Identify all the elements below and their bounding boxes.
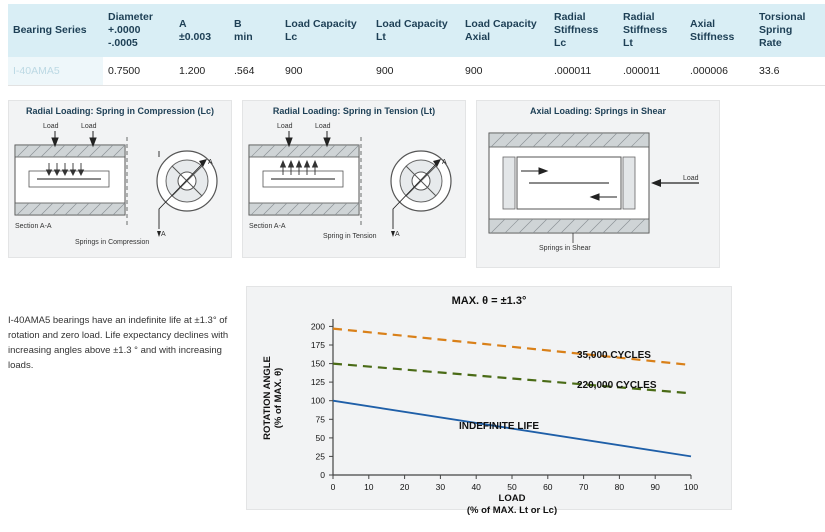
column-header-load-capacity-lt	[371, 4, 460, 57]
cell-axial-stiffness: .000006	[685, 57, 754, 86]
series-label-indefinite-life: INDEFINITE LIFE	[459, 421, 539, 433]
label-section: Section A-A	[249, 223, 286, 231]
cell-radial-stiffness-lc: .000011	[549, 57, 618, 86]
diagram-row	[8, 100, 742, 268]
diagram-shear-graphic	[477, 101, 719, 267]
xtick-10: 10	[364, 482, 374, 493]
header-text-line3: Lt	[623, 37, 633, 50]
header-text-line1: A	[179, 17, 187, 30]
header-text-line3: Lc	[554, 37, 567, 50]
cell-load-capacity-lc: 900	[280, 57, 371, 86]
diagram-title: Radial Loading: Spring in Compression (Lc)	[25, 106, 214, 117]
series-label-220000-cycles: 220,000 CYCLES	[577, 380, 657, 392]
table-body	[8, 57, 825, 86]
header-text-line1: Radial	[554, 11, 586, 23]
cell-a: 1.200	[174, 57, 229, 86]
life-expectancy-note: I-40AMA5 bearings have an indefinite life at ±1.3° of rotation and zero load. Life expectancy declines with increasing angles above ±1.3 ° and with increasing loads.	[8, 315, 229, 371]
ytick-25: 25	[315, 451, 325, 462]
header-text-line2: Stiffness	[690, 30, 735, 43]
ytick-0: 0	[320, 470, 325, 481]
header-text-line1: Torsional	[759, 11, 806, 23]
cell-torsional-spring-rate: 33.6	[754, 57, 825, 86]
series-label-35000-cycles: 35,000 CYCLES	[577, 350, 651, 362]
label-caption: Springs in Shear	[539, 245, 591, 253]
ytick-50: 50	[315, 433, 325, 444]
column-header-bearing-series	[8, 4, 103, 57]
cell-diameter: 0.7500	[103, 57, 174, 86]
column-header-diameter	[103, 4, 174, 57]
label-a-bottom: A	[395, 231, 400, 239]
load-vs-rotation-chart	[246, 286, 732, 517]
xtick-60: 60	[543, 482, 553, 493]
ytick-175: 175	[310, 340, 325, 351]
label-a-top: A	[208, 159, 213, 167]
header-text-line2: ±0.003	[179, 30, 212, 43]
label-load-right: Load	[683, 175, 699, 183]
diagram-title: Axial Loading: Springs in Shear	[529, 106, 667, 117]
ytick-75: 75	[315, 414, 325, 425]
ytick-125: 125	[310, 377, 325, 388]
header-text-line2: +.0000	[108, 24, 141, 37]
header-text-line2: min	[234, 30, 253, 43]
chart-ylabel	[262, 318, 284, 478]
bottom-row	[8, 286, 742, 517]
xtick-50: 50	[507, 482, 517, 493]
xtick-20: 20	[399, 482, 410, 493]
column-header-load-capacity-lc	[280, 4, 371, 57]
ytick-200: 200	[310, 321, 325, 332]
diagram-axial-shear	[476, 100, 720, 268]
chart-ylabel-line1: ROTATION ANGLE	[262, 356, 273, 441]
label-load-left: Load	[43, 123, 59, 131]
table-header	[8, 4, 825, 57]
ytick-150: 150	[310, 358, 325, 369]
diagram-title: Radial Loading: Spring in Tension (Lt)	[272, 106, 436, 117]
header-text: Bearing Series	[13, 24, 87, 37]
header-text-line2: Stiffness	[623, 24, 668, 37]
label-a-bottom: A	[161, 231, 166, 239]
xtick-100: 100	[683, 482, 699, 493]
label-caption: Spring in Tension	[323, 233, 377, 241]
cell-radial-stiffness-lt: .000011	[618, 57, 685, 86]
header-text-line1: Axial	[690, 17, 716, 30]
chart-xlabel-line2: (% of MAX. Lt or Lc)	[466, 505, 558, 517]
xtick-0: 0	[330, 482, 336, 493]
cell-b: .564	[229, 57, 280, 86]
specification-table	[8, 4, 825, 86]
xtick-80: 80	[614, 482, 625, 493]
header-text-line2: Stiffness	[554, 24, 599, 37]
column-header-radial-stiffness-lc	[549, 4, 618, 57]
label-load-right: Load	[315, 123, 331, 131]
header-text-line1: Diameter	[108, 11, 153, 23]
header-text-line2: Axial	[465, 30, 491, 43]
chart-title: MAX. θ = ±1.3°	[451, 295, 527, 308]
label-a-top: A	[442, 159, 447, 167]
table-row	[8, 57, 825, 86]
header-text-line1: Load Capacity	[285, 17, 357, 30]
header-text-line2: Spring	[759, 24, 793, 37]
diagram-radial-compression	[8, 100, 232, 258]
label-section: Section A-A	[15, 223, 52, 231]
header-text-line2: Lc	[285, 30, 298, 43]
diagram-radial-tension	[242, 100, 466, 258]
column-header-b	[229, 4, 280, 57]
label-caption: Springs in Compression	[75, 239, 150, 247]
chart-xlabel	[333, 493, 691, 517]
header-text-line1: B	[234, 17, 242, 30]
cell-load-capacity-lt: 900	[371, 57, 460, 86]
column-header-axial-stiffness	[685, 4, 754, 57]
xtick-30: 30	[435, 482, 446, 493]
cell-load-capacity-axial: 900	[460, 57, 549, 86]
cell-bearing-series: I-40AMA5	[8, 57, 103, 86]
chart-xlabel-line1: LOAD	[498, 493, 526, 505]
header-text-line3: Rate	[759, 37, 782, 50]
header-text-line1: Load Capacity	[465, 17, 537, 30]
header-text-line1: Load Capacity	[376, 17, 448, 30]
header-text-line2: Lt	[376, 30, 386, 43]
xtick-70: 70	[578, 482, 589, 493]
chart-graphic	[247, 287, 731, 509]
xtick-40: 40	[471, 482, 481, 493]
column-header-torsional-spring-rate	[754, 4, 825, 57]
header-text-line1: Radial	[623, 11, 655, 23]
header-text-line3: -.0005	[108, 37, 138, 50]
ytick-100: 100	[310, 396, 325, 407]
column-header-radial-stiffness-lt	[618, 4, 685, 57]
label-load-right: Load	[81, 123, 97, 131]
column-header-load-capacity-axial	[460, 4, 549, 57]
xtick-90: 90	[650, 482, 660, 493]
table-header-row	[8, 4, 825, 57]
column-header-a	[174, 4, 229, 57]
chart-ylabel-line2: (% of MAX. θ)	[273, 368, 284, 429]
label-load-left: Load	[277, 123, 293, 131]
